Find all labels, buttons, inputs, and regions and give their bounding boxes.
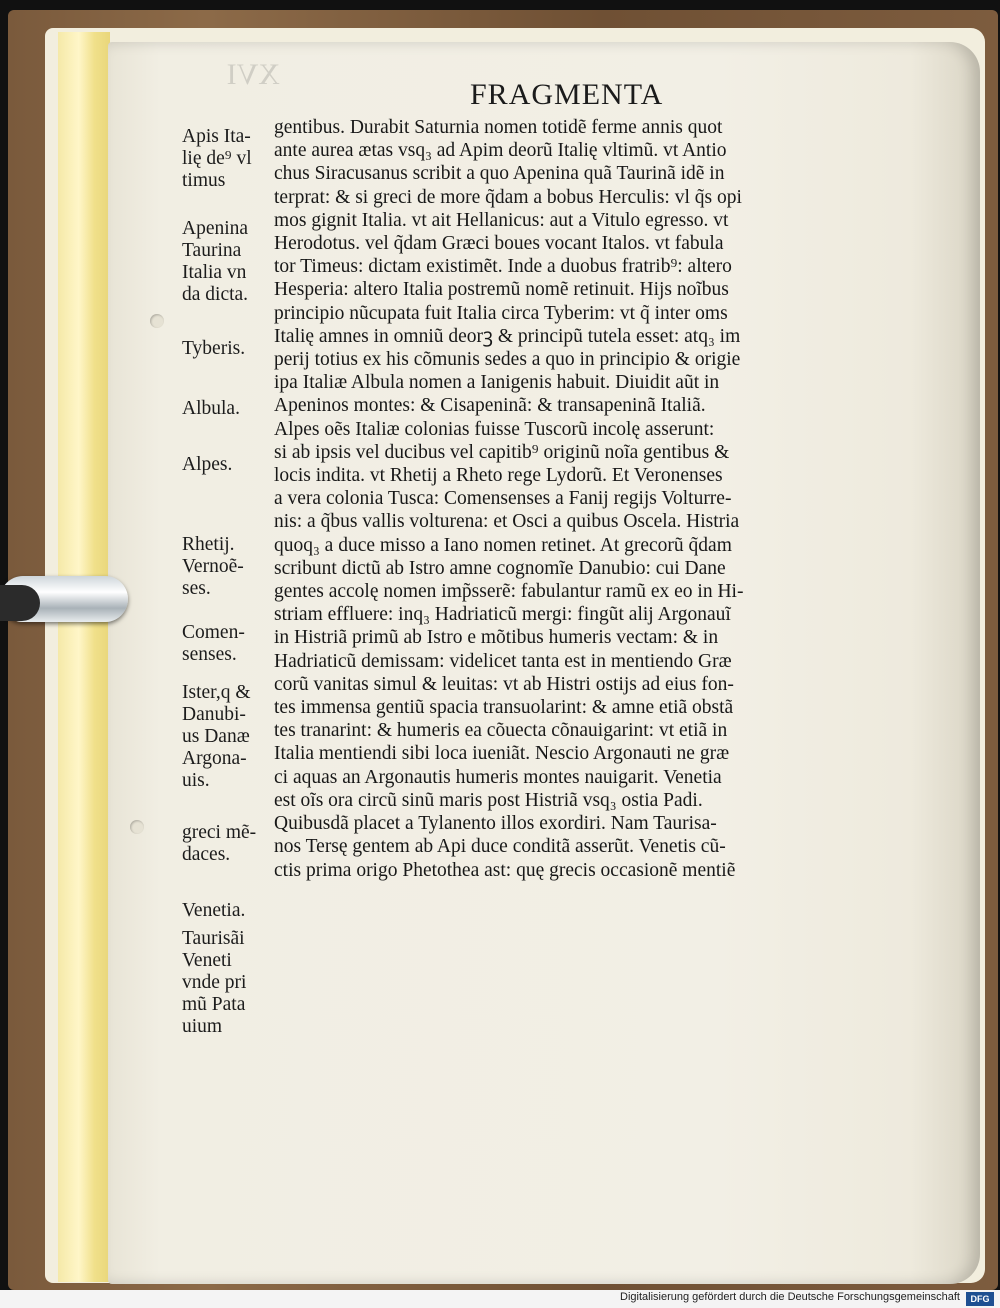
- margin-note: Venetia.: [182, 900, 246, 921]
- text-line: corũ vanitas simul & leuitas: vt ab Histri ostijs ad eius fon-: [274, 673, 734, 695]
- text-line: gentes accolę nomen imp̃sserẽ: fabulantur ramũ ex eo in Hi-: [274, 581, 744, 603]
- margin-note: Apis Ita- lię de⁹ vl timus: [182, 126, 252, 191]
- text-line: ante aurea ætas vsq₃ ad Apim deorũ Italię vltimũ. vt Antio: [274, 140, 727, 162]
- text-line: tes immensa gentiũ spacia transuolarint: & amne etiã obstã: [274, 697, 734, 719]
- text-line: Apeninos montes: & Cisapeninã: & transapeninã Italiã.: [274, 395, 706, 417]
- text-line: Herodotus. vel q̃dam Græci boues vocant Italos. vt fabula: [274, 233, 724, 255]
- margin-note: Ister,q & Danubi- us Danæ Argona- uis.: [182, 682, 251, 791]
- paper-hole: [150, 314, 164, 328]
- dfg-logo: DFG: [966, 1292, 994, 1306]
- text-line: ctis prima origo Phetothea ast: quę grecis occasionẽ mentiẽ: [274, 859, 736, 881]
- margin-note: Alpes.: [182, 454, 233, 475]
- text-line: terprat: & si greci de more q̃dam a bobus Herculis: vl q̃s opi: [274, 186, 742, 208]
- text-line: a vera colonia Tusca: Comensenses a Fanij regijs Volturre-: [274, 488, 732, 510]
- text-line: locis indita. vt Rhetij a Rheto rege Lydorũ. Et Veronenses: [274, 465, 723, 487]
- margin-note: greci mẽ- daces.: [182, 822, 257, 865]
- text-line: Italia mentiendi sibi loca iueniãt. Nescio Argonauti ne græ: [274, 743, 730, 765]
- margin-note: Apenina Taurina Italia vn da dicta.: [182, 218, 249, 305]
- margin-note: Taurisãi Veneti vnde pri mũ Pata uium: [182, 928, 247, 1037]
- margin-note: Albula.: [182, 398, 240, 419]
- main-text-column: [274, 116, 894, 882]
- page-holder-base: [0, 585, 40, 621]
- running-heading: FRAGMENTA: [470, 78, 664, 111]
- text-line: perij totius ex his cõmunis sedes a quo in principio & origie: [274, 349, 741, 371]
- text-line: est oĩs ora circũ sinũ maris post Histriã vsq₃ ostia Padi.: [274, 789, 703, 811]
- text-line: tor Timeus: dictam existimẽt. Inde a duobus fratrib⁹: altero: [274, 256, 732, 278]
- digitization-credit: Digitalisierung gefördert durch die Deutsche Forschungsgemeinschaft: [620, 1291, 960, 1303]
- text-line: ci aquas an Argonautis humeris montes nauigarit. Venetia: [274, 766, 722, 788]
- text-line: tes tranarint: & humeris ea cõuecta cõnauigarint: vt etiã in: [274, 720, 728, 742]
- margin-note: Comen- senses.: [182, 622, 245, 665]
- text-line: ipa Italiæ Albula nomen a Ianigenis habuit. Diuidit aũt in: [274, 372, 720, 394]
- text-line: nis: a q̃bus vallis volturena: et Osci a quibus Oscela. Histria: [274, 511, 740, 533]
- text-line: nos Tersę gentem ab Api duce conditã asserũt. Venetis cũ-: [274, 836, 726, 858]
- text-line: gentibus. Durabit Saturnia nomen totidẽ ferme annis quot: [274, 117, 723, 138]
- text-line: quoq₃ a duce misso a Iano nomen retinet. At grecorũ q̃dam: [274, 534, 732, 556]
- margin-note: Tyberis.: [182, 338, 246, 359]
- text-line: Quibusdã placet a Tylanento illos exordiri. Nam Taurisa-: [274, 813, 717, 835]
- margin-note: Rhetij. Vernoẽ- ses.: [182, 534, 244, 599]
- text-line: Hadriaticũ demissam: videlicet tanta est in mentiendo Græ: [274, 650, 732, 672]
- text-line: mos gignit Italia. vt ait Hellanicus: aut a Vitulo egresso. vt: [274, 209, 729, 231]
- text-line: Italię amnes in omniũ deorꝫ & principũ tutela esset: atq₃ im: [274, 325, 741, 347]
- gilt-page-edge: [58, 32, 110, 1282]
- paper-hole: [130, 820, 144, 834]
- text-line: principio nũcupata fuit Italia circa Tyberim: vt q̃ inter oms: [274, 302, 728, 324]
- text-line: si ab ipsis vel ducibus vel capitib⁹ originũ noĩa gentibus &: [274, 441, 730, 463]
- text-line: striam effluere: inq₃ Hadriaticũ mergi: fingũt alij Argonauĩ: [274, 604, 731, 626]
- text-line: Alpes oẽs Italiæ colonias fuisse Tuscorũ incolę asserunt:: [274, 418, 715, 440]
- text-line: Hesperia: altero Italia postremũ nomẽ retinuit. Hijs noĩbus: [274, 279, 729, 301]
- text-line: in Histriã primũ ab Istro e mõtibus humeris vectam: & in: [274, 627, 719, 649]
- text-line: chus Siracusanus scribit a quo Apenina quã Taurinã idẽ in: [274, 163, 725, 185]
- text-line: scribunt dictũ ab Istro amne cognomĩe Danubio: cui Dane: [274, 557, 726, 579]
- bleed-through-folio: XVI: [226, 58, 280, 91]
